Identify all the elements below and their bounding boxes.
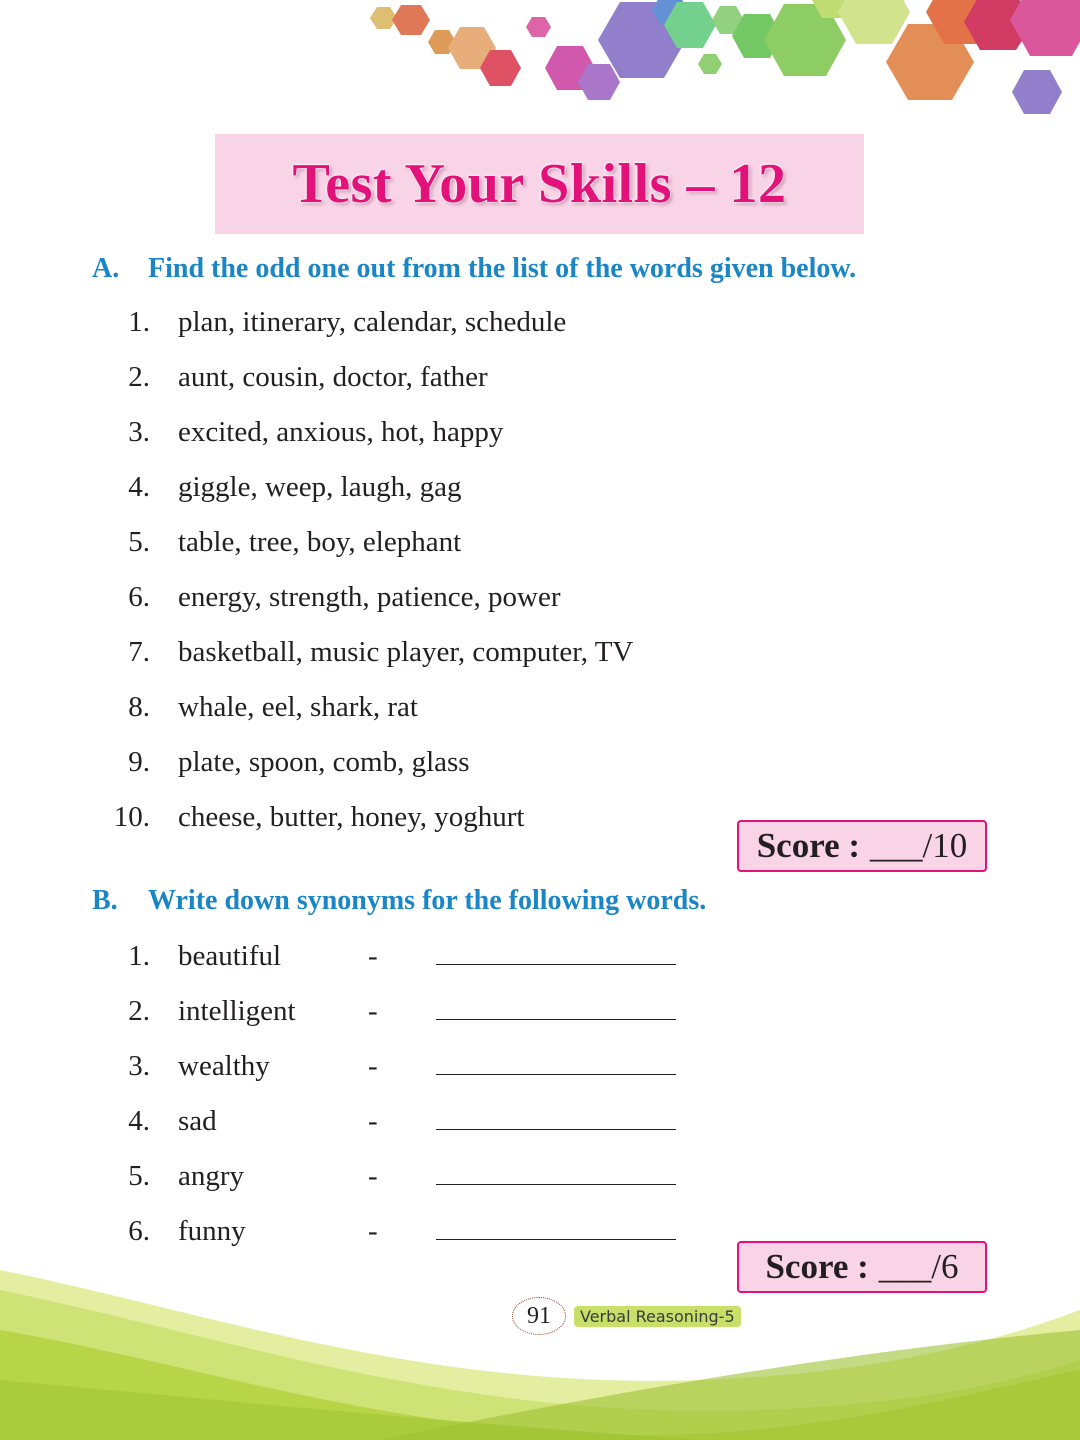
section-a-letter: A. — [92, 253, 120, 284]
item-dash: - — [368, 995, 378, 1027]
item-dash: - — [368, 1160, 378, 1192]
list-item — [100, 746, 470, 786]
item-number: 2. — [128, 361, 150, 393]
item-number: 5. — [128, 1160, 150, 1192]
item-number: 8. — [128, 691, 150, 723]
section-b-letter: B. — [92, 885, 118, 916]
section-a-instruction: Find the odd one out from the list of the words given below. — [148, 253, 857, 284]
item-number: 10. — [113, 801, 150, 833]
answer-blank[interactable] — [436, 938, 676, 965]
item-text: giggle, weep, laugh, gag — [178, 471, 462, 503]
item-number: 4. — [128, 471, 150, 503]
item-text: cheese, butter, honey, yoghurt — [178, 801, 525, 833]
title-banner — [215, 134, 864, 234]
page-footer — [512, 1296, 741, 1336]
item-number: 6. — [128, 1215, 150, 1247]
list-item — [100, 1213, 676, 1253]
list-item — [100, 801, 524, 841]
list-item — [100, 938, 676, 978]
section-b-heading — [92, 885, 706, 917]
list-item — [100, 1048, 676, 1088]
list-item — [100, 416, 503, 456]
answer-blank[interactable] — [436, 1048, 676, 1075]
section-a-heading — [92, 253, 856, 285]
item-word: angry — [178, 1160, 245, 1192]
hexagon-decoration — [0, 0, 1080, 130]
item-dash: - — [368, 1050, 378, 1082]
item-number: 5. — [128, 526, 150, 558]
score-label: Score : — [756, 826, 861, 865]
item-word: beautiful — [178, 940, 282, 972]
page-number: 91 — [512, 1297, 566, 1335]
item-word: sad — [178, 1105, 217, 1137]
score-value: ___/6 — [878, 1247, 959, 1286]
item-text: plate, spoon, comb, glass — [178, 746, 470, 778]
item-number: 3. — [128, 416, 150, 448]
item-number: 6. — [128, 581, 150, 613]
score-value: ___/10 — [870, 826, 968, 865]
list-item — [100, 1103, 676, 1143]
item-text: whale, eel, shark, rat — [178, 691, 418, 723]
item-dash: - — [368, 1215, 378, 1247]
section-b-instruction: Write down synonyms for the following words. — [148, 885, 707, 916]
item-number: 1. — [128, 306, 150, 338]
item-number: 2. — [128, 995, 150, 1027]
item-number: 7. — [128, 636, 150, 668]
item-text: excited, anxious, hot, happy — [178, 416, 504, 448]
list-item — [100, 526, 461, 566]
section-a-score-box — [737, 820, 987, 872]
book-title-tag: Verbal Reasoning-5 — [574, 1306, 741, 1327]
list-item — [100, 581, 561, 621]
item-text: table, tree, boy, elephant — [178, 526, 462, 558]
score-label: Score : — [765, 1247, 869, 1286]
item-number: 3. — [128, 1050, 150, 1082]
list-item — [100, 993, 676, 1033]
list-item — [100, 1158, 676, 1198]
item-number: 1. — [128, 940, 150, 972]
answer-blank[interactable] — [436, 1158, 676, 1185]
item-text: plan, itinerary, calendar, schedule — [178, 306, 567, 338]
section-b-score-box — [737, 1241, 987, 1293]
item-dash: - — [368, 940, 378, 972]
list-item — [100, 691, 418, 731]
answer-blank[interactable] — [436, 1213, 676, 1240]
item-word: wealthy — [178, 1050, 270, 1082]
item-text: energy, strength, patience, power — [178, 581, 561, 613]
answer-blank[interactable] — [436, 993, 676, 1020]
item-word: funny — [178, 1215, 246, 1247]
item-word: intelligent — [178, 995, 296, 1027]
list-item — [100, 471, 461, 511]
item-dash: - — [368, 1105, 378, 1137]
answer-blank[interactable] — [436, 1103, 676, 1130]
list-item — [100, 306, 566, 346]
list-item — [100, 361, 488, 401]
item-number: 4. — [128, 1105, 150, 1137]
item-number: 9. — [128, 746, 150, 778]
list-item — [100, 636, 633, 676]
item-text: aunt, cousin, doctor, father — [178, 361, 488, 393]
item-text: basketball, music player, computer, TV — [178, 636, 634, 668]
page-title: Test Your Skills – 12 — [292, 153, 787, 215]
